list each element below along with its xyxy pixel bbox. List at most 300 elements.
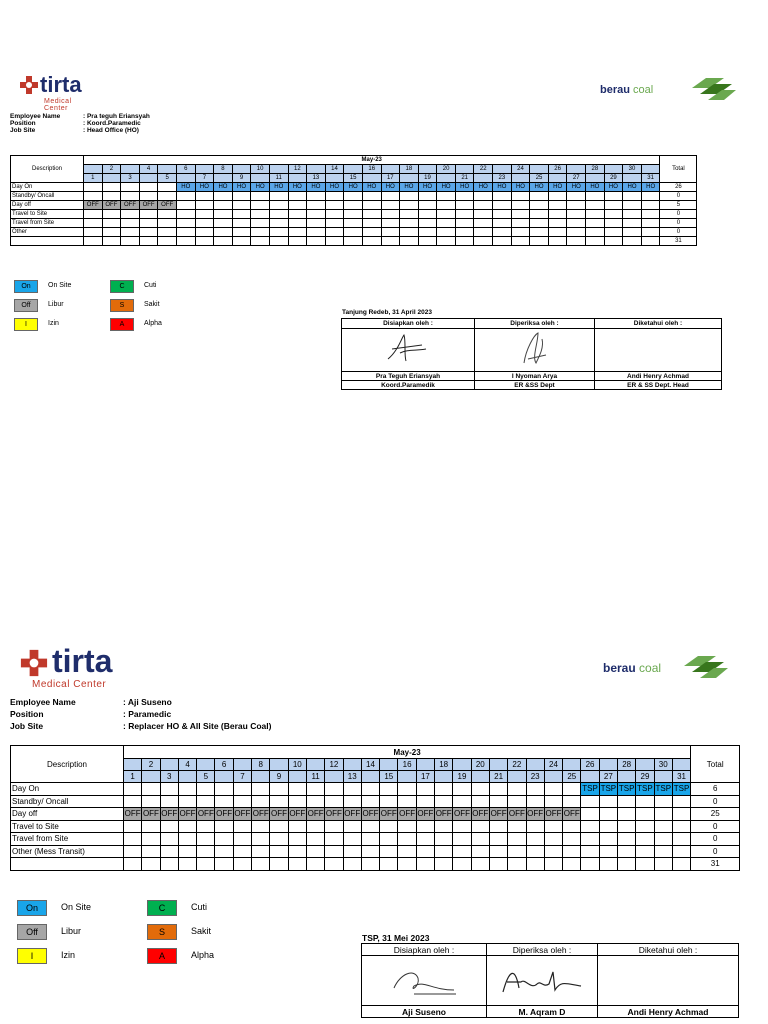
row-total: 0 xyxy=(691,845,740,858)
day-number: 22 xyxy=(508,759,526,771)
schedule-table xyxy=(10,745,740,871)
place-date: TSP, 31 Mei 2023 xyxy=(362,933,430,943)
day-cell xyxy=(636,833,654,846)
day-cell xyxy=(121,192,140,201)
day-cell xyxy=(139,237,158,246)
day-cell xyxy=(548,237,567,246)
legend-label: On Site xyxy=(61,902,92,912)
signature-2 xyxy=(475,329,595,372)
day-number xyxy=(288,771,306,783)
day-cell xyxy=(270,783,288,796)
day-cell xyxy=(178,845,196,858)
day-number: 16 xyxy=(398,759,416,771)
signer-name-1: Aji Suseno xyxy=(362,1006,487,1018)
legend-label: Izin xyxy=(48,320,59,327)
info-label: Position xyxy=(10,709,44,719)
legend-label: Izin xyxy=(61,950,76,960)
row-label: Day off xyxy=(11,808,124,821)
day-cell: OFF xyxy=(307,809,324,819)
day-number xyxy=(381,165,400,174)
day-cell xyxy=(288,228,307,237)
day-cell: OFF xyxy=(139,201,158,210)
day-cell xyxy=(325,210,344,219)
day-cell xyxy=(508,783,526,796)
day-number: 20 xyxy=(471,759,489,771)
berau-wordmark: berau xyxy=(600,84,630,96)
row-total: 0 xyxy=(660,228,697,237)
day-cell xyxy=(160,833,178,846)
legend-label: Cuti xyxy=(191,902,208,912)
day-cell xyxy=(325,228,344,237)
tirta-subtitle: Medical Center xyxy=(44,98,72,112)
day-number: 21 xyxy=(489,771,507,783)
day-cell xyxy=(508,795,526,808)
prepared-by-label: Disiapkan oleh : xyxy=(362,944,487,956)
day-cell xyxy=(124,858,142,871)
day-number xyxy=(416,759,434,771)
info-value: : Paramedic xyxy=(123,709,172,719)
day-cell xyxy=(604,237,623,246)
schedule-table xyxy=(10,155,697,246)
day-cell xyxy=(618,858,636,871)
signature-2 xyxy=(487,956,598,1006)
day-cell xyxy=(176,219,195,228)
day-cell xyxy=(325,201,344,210)
day-cell xyxy=(362,210,381,219)
day-number xyxy=(270,759,288,771)
day-cell xyxy=(548,201,567,210)
day-cell xyxy=(195,210,214,219)
day-cell xyxy=(641,192,660,201)
day-cell xyxy=(176,228,195,237)
day-cell: OFF xyxy=(271,809,288,819)
day-cell xyxy=(380,833,398,846)
day-cell xyxy=(530,237,549,246)
legend-item xyxy=(110,280,156,293)
day-cell: OFF xyxy=(545,809,562,819)
day-cell xyxy=(586,237,605,246)
day-cell xyxy=(215,795,233,808)
day-cell xyxy=(84,192,103,201)
row-label: Day On xyxy=(11,183,84,192)
info-label: Employee Name xyxy=(10,113,61,120)
day-cell xyxy=(437,219,456,228)
total-header: Total xyxy=(660,156,697,183)
day-cell xyxy=(124,795,142,808)
day-cell xyxy=(306,845,324,858)
day-cell xyxy=(124,820,142,833)
day-cell: HO xyxy=(474,183,493,192)
day-number xyxy=(325,174,344,183)
day-cell xyxy=(530,210,549,219)
legend-swatch: C xyxy=(147,900,177,916)
blank-cell xyxy=(11,858,124,871)
day-cell xyxy=(269,210,288,219)
day-number xyxy=(563,759,581,771)
day-cell xyxy=(654,845,672,858)
row-label: Day off xyxy=(11,201,84,210)
day-number: 30 xyxy=(623,165,642,174)
day-number: 18 xyxy=(435,759,453,771)
day-cell xyxy=(416,845,434,858)
day-number xyxy=(548,174,567,183)
day-cell: TSP xyxy=(673,784,690,794)
day-cell xyxy=(623,192,642,201)
day-cell xyxy=(567,201,586,210)
day-cell xyxy=(124,833,142,846)
day-cell xyxy=(418,219,437,228)
day-number: 16 xyxy=(362,165,381,174)
day-cell xyxy=(453,833,471,846)
day-cell: OFF xyxy=(344,809,361,819)
day-cell xyxy=(526,783,544,796)
day-cell xyxy=(654,795,672,808)
day-cell xyxy=(288,820,306,833)
row-total: 0 xyxy=(691,795,740,808)
day-cell xyxy=(400,192,419,201)
day-number: 24 xyxy=(511,165,530,174)
day-cell xyxy=(176,201,195,210)
day-cell xyxy=(381,201,400,210)
day-cell xyxy=(197,795,215,808)
day-number xyxy=(195,165,214,174)
day-cell xyxy=(489,783,507,796)
day-number xyxy=(418,165,437,174)
day-cell: HO xyxy=(586,183,605,192)
day-cell xyxy=(623,228,642,237)
day-cell: OFF xyxy=(142,809,159,819)
day-number: 13 xyxy=(307,174,326,183)
day-cell xyxy=(508,845,526,858)
day-cell xyxy=(381,210,400,219)
signature-1 xyxy=(342,329,475,372)
day-cell xyxy=(599,858,617,871)
legend-label: Sakit xyxy=(191,926,212,936)
day-cell xyxy=(581,795,599,808)
day-number: 11 xyxy=(306,771,324,783)
legend-swatch: I xyxy=(17,948,47,964)
day-cell xyxy=(586,228,605,237)
signature-1 xyxy=(362,956,487,1006)
row-label: Travel from Site xyxy=(11,219,84,228)
day-cell xyxy=(197,833,215,846)
legend-swatch: A xyxy=(147,948,177,964)
tirta-cross-icon xyxy=(18,74,40,96)
day-cell xyxy=(586,219,605,228)
day-cell xyxy=(511,192,530,201)
day-cell: OFF xyxy=(563,809,580,819)
day-cell: OFF xyxy=(179,809,196,819)
day-cell xyxy=(288,237,307,246)
row-total: 0 xyxy=(691,820,740,833)
day-cell: HO xyxy=(232,183,251,192)
day-cell xyxy=(544,845,562,858)
day-number: 28 xyxy=(586,165,605,174)
day-number xyxy=(214,174,233,183)
day-cell: OFF xyxy=(161,809,178,819)
day-cell xyxy=(84,228,103,237)
day-number xyxy=(344,165,363,174)
day-cell xyxy=(380,845,398,858)
day-cell: HO xyxy=(362,183,381,192)
day-cell xyxy=(398,833,416,846)
day-cell: OFF xyxy=(453,809,470,819)
legend-item xyxy=(110,318,162,331)
day-cell: HO xyxy=(344,183,363,192)
day-cell xyxy=(344,219,363,228)
day-cell xyxy=(232,210,251,219)
day-cell xyxy=(641,219,660,228)
total-header: Total xyxy=(691,746,740,783)
day-number xyxy=(581,771,599,783)
day-cell xyxy=(636,795,654,808)
day-cell xyxy=(400,237,419,246)
day-number: 5 xyxy=(158,174,177,183)
day-cell xyxy=(270,858,288,871)
day-cell xyxy=(158,210,177,219)
day-cell xyxy=(567,210,586,219)
checked-by-label: Diperiksa oleh : xyxy=(475,319,595,329)
day-cell xyxy=(489,820,507,833)
day-cell xyxy=(214,219,233,228)
day-cell xyxy=(306,783,324,796)
day-cell xyxy=(400,210,419,219)
day-number: 17 xyxy=(381,174,400,183)
prepared-by-label: Disiapkan oleh : xyxy=(342,319,475,329)
day-cell xyxy=(654,833,672,846)
day-cell xyxy=(435,858,453,871)
day-cell xyxy=(176,192,195,201)
day-number xyxy=(233,759,251,771)
day-number xyxy=(325,771,343,783)
day-cell: OFF xyxy=(527,809,544,819)
legend-swatch: On xyxy=(14,280,38,293)
handwritten-signature-icon xyxy=(510,329,560,369)
day-number: 6 xyxy=(215,759,233,771)
day-number xyxy=(455,165,474,174)
day-cell: TSP xyxy=(600,784,617,794)
day-cell xyxy=(269,228,288,237)
day-cell: TSP xyxy=(637,784,653,794)
day-cell xyxy=(288,795,306,808)
day-number xyxy=(489,759,507,771)
day-cell xyxy=(618,833,636,846)
day-number: 1 xyxy=(84,174,103,183)
day-cell: HO xyxy=(251,183,270,192)
day-cell xyxy=(493,219,512,228)
legend-item xyxy=(17,900,91,916)
known-by-label: Diketahui oleh : xyxy=(598,944,739,956)
row-total: 25 xyxy=(691,808,740,821)
day-cell xyxy=(526,795,544,808)
row-total: 5 xyxy=(660,201,697,210)
day-cell xyxy=(544,795,562,808)
day-cell xyxy=(232,219,251,228)
day-number xyxy=(176,174,195,183)
legend-swatch: On xyxy=(17,900,47,916)
day-cell xyxy=(361,820,379,833)
row-label: Travel to Site xyxy=(11,210,84,219)
day-cell xyxy=(437,237,456,246)
day-number xyxy=(178,771,196,783)
day-number: 10 xyxy=(288,759,306,771)
day-cell xyxy=(197,845,215,858)
day-cell xyxy=(623,201,642,210)
day-cell: OFF xyxy=(158,201,177,210)
day-cell: HO xyxy=(511,183,530,192)
day-cell: OFF xyxy=(399,809,416,819)
day-cell xyxy=(567,228,586,237)
day-cell xyxy=(158,237,177,246)
info-value: : Aji Suseno xyxy=(123,697,172,707)
day-cell xyxy=(437,201,456,210)
grand-total: 31 xyxy=(691,858,740,871)
day-cell xyxy=(178,795,196,808)
day-cell xyxy=(474,237,493,246)
day-number xyxy=(139,174,158,183)
day-cell xyxy=(567,192,586,201)
day-cell xyxy=(508,858,526,871)
day-cell xyxy=(233,783,251,796)
day-cell xyxy=(474,210,493,219)
row-label: Travel to Site xyxy=(11,820,124,833)
day-number xyxy=(604,165,623,174)
tirta-wordmark: tirta xyxy=(52,643,113,679)
known-by-label: Diketahui oleh : xyxy=(595,319,722,329)
day-cell xyxy=(124,783,142,796)
day-cell xyxy=(641,201,660,210)
row-total: 6 xyxy=(691,783,740,796)
day-cell xyxy=(121,219,140,228)
row-total: 0 xyxy=(660,210,697,219)
info-value: : Head Office (HO) xyxy=(83,127,139,134)
day-cell xyxy=(398,858,416,871)
grand-total: 31 xyxy=(660,237,697,246)
day-cell xyxy=(548,228,567,237)
day-cell xyxy=(288,833,306,846)
day-cell xyxy=(178,833,196,846)
day-cell xyxy=(471,783,489,796)
signature-3 xyxy=(598,956,739,1006)
day-number xyxy=(599,759,617,771)
day-cell xyxy=(416,820,434,833)
day-cell xyxy=(307,192,326,201)
day-cell: HO xyxy=(325,183,344,192)
day-number xyxy=(400,174,419,183)
day-cell xyxy=(178,858,196,871)
day-number xyxy=(251,174,270,183)
day-cell xyxy=(214,201,233,210)
day-cell xyxy=(325,783,343,796)
info-label: Job Site xyxy=(10,721,44,731)
day-number xyxy=(511,174,530,183)
info-value: : Replacer HO & All Site (Berau Coal) xyxy=(123,721,272,731)
day-cell xyxy=(489,845,507,858)
legend-item xyxy=(14,318,59,331)
legend-item xyxy=(110,299,160,312)
signature-3 xyxy=(595,329,722,372)
day-cell xyxy=(307,237,326,246)
day-cell xyxy=(288,845,306,858)
day-cell xyxy=(398,783,416,796)
day-cell xyxy=(563,858,581,871)
day-cell xyxy=(563,833,581,846)
day-cell xyxy=(586,201,605,210)
day-number xyxy=(618,771,636,783)
day-cell xyxy=(641,237,660,246)
day-number xyxy=(307,165,326,174)
day-cell xyxy=(526,833,544,846)
day-cell xyxy=(214,228,233,237)
day-number xyxy=(215,771,233,783)
day-cell xyxy=(325,237,344,246)
day-number xyxy=(121,165,140,174)
day-cell xyxy=(544,783,562,796)
day-cell xyxy=(361,795,379,808)
day-cell xyxy=(361,858,379,871)
day-cell xyxy=(325,820,343,833)
day-cell xyxy=(455,201,474,210)
day-number xyxy=(453,759,471,771)
day-cell: HO xyxy=(307,183,326,192)
day-number xyxy=(160,759,178,771)
day-cell xyxy=(270,820,288,833)
day-cell xyxy=(530,228,549,237)
day-number: 31 xyxy=(641,174,660,183)
day-cell xyxy=(361,783,379,796)
day-cell xyxy=(453,858,471,871)
day-cell xyxy=(215,833,233,846)
day-cell xyxy=(453,845,471,858)
row-label: Day On xyxy=(11,783,124,796)
day-number xyxy=(493,165,512,174)
day-cell: HO xyxy=(493,183,512,192)
day-cell xyxy=(437,228,456,237)
day-cell xyxy=(455,228,474,237)
day-cell xyxy=(418,237,437,246)
day-cell xyxy=(418,210,437,219)
day-number: 17 xyxy=(416,771,434,783)
day-cell xyxy=(251,201,270,210)
day-cell xyxy=(548,219,567,228)
day-number xyxy=(197,759,215,771)
day-cell xyxy=(142,858,160,871)
day-cell xyxy=(121,237,140,246)
day-cell xyxy=(581,858,599,871)
day-cell xyxy=(526,820,544,833)
day-cell: TSP xyxy=(655,784,672,794)
day-cell xyxy=(252,833,270,846)
day-number: 4 xyxy=(139,165,158,174)
day-number: 2 xyxy=(142,759,160,771)
day-cell xyxy=(380,795,398,808)
day-cell: HO xyxy=(288,183,307,192)
day-cell xyxy=(508,833,526,846)
legend-label: Libur xyxy=(61,926,82,936)
day-cell xyxy=(343,795,361,808)
day-cell: OFF xyxy=(508,809,525,819)
day-number xyxy=(158,165,177,174)
row-label: Standby/ Oncall xyxy=(11,192,84,201)
day-number: 6 xyxy=(176,165,195,174)
day-cell: OFF xyxy=(490,809,507,819)
day-number xyxy=(586,174,605,183)
day-cell xyxy=(325,845,343,858)
day-number: 12 xyxy=(325,759,343,771)
day-cell: HO xyxy=(381,183,400,192)
day-cell xyxy=(121,210,140,219)
day-cell xyxy=(599,845,617,858)
